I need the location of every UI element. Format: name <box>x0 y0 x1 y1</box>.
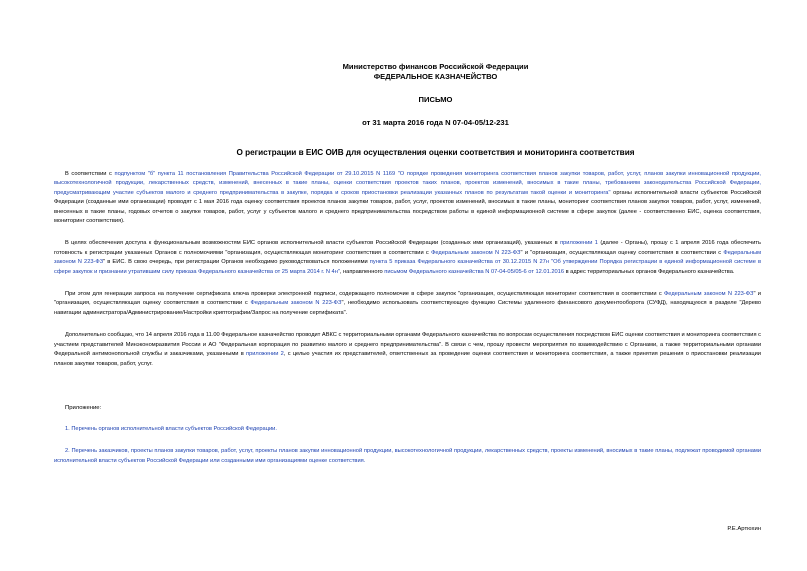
organization-name-line2: ФЕДЕРАЛЬНОЕ КАЗНАЧЕЙСТВО <box>373 72 498 81</box>
link-appendix-1[interactable]: приложении 1 <box>560 240 598 247</box>
paragraph-2-text-5: , направленного <box>339 268 385 275</box>
paragraph-4-text-1: Дополнительно сообщаю, что 14 апреля 2016 года в 11.00 Федеральное казначейство проводит АВКС с территориальными органами Федерального казначейства по вопросам осуществления посредством ЕИС оценки соответствия и мониторинга соответствия с участием представителей Минэкономразвития России и АО "Федеральная корпорация по развитию малого и среднего предпринимательства". В связи с чем, прошу провести мероприятия по взаимодействию с Органами, а также территориальными органами Федеральной антимонопольной службы и заказчиками, указанными в <box>54 332 761 358</box>
link-letter-07-04-05-05-6[interactable]: письмом Федерального казначейства N 07-04-05/05-6 от 12.01.2016 <box>384 268 564 275</box>
document-type: ПИСЬМО <box>418 95 453 104</box>
document-title: О регистрации в ЕИС ОИВ для осуществления оценки соответствия и мониторинга соответствия <box>236 148 635 157</box>
paragraph-1-text-1: В соответствии с <box>65 171 115 177</box>
link-appendix-2[interactable]: приложении 2 <box>246 351 284 358</box>
link-attachment-2[interactable]: 2. Перечень заказчиков, проекты планов закупки товаров, работ, услуг, проекты планов закупки инновационной продукции, высокотехнологичной продукции, лекарственных средств, проекты изменений, вносимых в такие планы, подлежат проводимой органами исполнительной власти субъектов Российской Федерации или созданными ими организациями оценке соответствия. <box>54 448 761 464</box>
link-federal-law-223-c[interactable]: Федеральным законом N 223-ФЗ <box>663 291 754 298</box>
paragraph-3 <box>54 290 761 318</box>
paragraph-1-text-2: органы исполнительной власти субъектов Российской Федерации (созданные ими организации) проводят с 1 мая 2016 года оценку соответствия проектов планов закупки товаров, работ, услуг, проектов изменений, вносимых в такие планы, мониторинг соответствия планов закупки товаров, работ, услуг, изменений, внесенных в такие планы, годовых отчетов о закупке товаров, работ, услуг у субъектов малого и среднего предпринимательства посредством работы в единой информационной системе в сфере закупок (далее - соответственно ЕИС, оценка соответствия, мониторинг соответствия). <box>54 189 761 225</box>
paragraph-2-text-3: " и "организация, осуществляющая оценку соответствия в соответствии с <box>520 249 724 256</box>
link-federal-law-223-a[interactable]: Федеральным законом N 223-ФЗ <box>431 249 521 256</box>
paragraph-3-text-3: ", необходимо использовать соответствующую функцию Системы удаленного финансового документооборота (СУФД), находящуюся в разделе "Дерево навигации администратора/Администрирование/Настройки криптографии/Запрос на получение сертификата". <box>54 300 761 316</box>
attachment-item-2 <box>54 447 761 466</box>
attachment-item-1 <box>54 425 761 434</box>
paragraph-4 <box>54 331 761 369</box>
organization-name <box>110 62 761 82</box>
paragraph-2-text-4: " в ЕИС. В свою очередь, при регистрации Органов необходимо руководствоваться положениями <box>103 259 370 266</box>
paragraph-2-text-2: (далее - Органы), прошу с 1 апреля 2016 года обеспечить готовность к регистрации указанных Органов с полномочиями "организация, осуществляющая мониторинг соответствия в соответствии с <box>54 240 761 256</box>
link-federal-law-223-b[interactable]: Федеральным законом N 223-ФЗ <box>54 249 761 266</box>
link-federal-law-223-d[interactable]: Федеральным законом N 223-ФЗ <box>250 300 342 307</box>
attachments-label: Приложение: <box>65 404 102 411</box>
paragraph-3-text-1: При этом для генерации запроса на получение сертификата ключа проверки электронной подписи, содержащего полномочие в сфере закупок "организация, осуществляющая мониторинг соответствия в соответствии с <box>65 291 664 298</box>
signature: Р.Е.Артюхин <box>727 526 761 532</box>
link-resolution-1169[interactable]: подпунктом "б" пункта 11 постановления Правительства Российской Федерации от 29.10.2015 N 1169 "О порядке проведения мониторинга соответствия планов закупки товаров, работ, услуг, планов закупки инновационной продукции, высокотехнологичной продукции, лекарственных средств, изменений, внесенных в такие планы, оценки соответствия проектов таких планов, проектов изменений, вносимых в такие планы, требованиям законодательства Российской Федерации, предусматривающим участие субъектов малого и среднего предпринимательства в закупке, порядка и сроков приостановки реализации указанных планов по результатам такой оценки и мониторинга" <box>54 171 762 196</box>
paragraph-3-text-2: " и "организация, осуществляющая оценку соответствия в соответствии с <box>54 291 761 307</box>
organization-name-line1: Министерство финансов Российской Федерации <box>342 62 529 71</box>
paragraph-4-text-2: , с целью участия их представителей, ответственных за проведение оценки соответствия и мониторинга соответствия, а также принятия решения о приостановки реализации планов закупки товаров, работ, услуг. <box>54 351 761 367</box>
paragraph-2 <box>54 239 761 277</box>
document-date-number: от 31 марта 2016 года N 07-04-05/12-231 <box>362 118 509 127</box>
paragraph-2-text-6: в адрес территориальных органов Федерального казначейства. <box>563 268 735 275</box>
paragraph-2-text-1: В целях обеспечения доступа к функциональным возможностям ЕИС органов исполнительной власти субъектов Российской Федерации (созданных ими организаций), указанных в <box>65 240 561 247</box>
paragraph-1 <box>54 170 761 226</box>
link-attachment-1[interactable]: 1. Перечень органов исполнительной власти субъектов Российской Федерации. <box>65 425 277 432</box>
link-order-27n[interactable]: пункта 5 приказа Федерального казначейства от 30.12.2015 N 27н "Об утверждении Порядка регистрации в единой информационной системе в сфере закупок и признании утратившим силу приказа Федерального казначейства от 25 марта 2014 г. N 4н" <box>54 259 761 275</box>
